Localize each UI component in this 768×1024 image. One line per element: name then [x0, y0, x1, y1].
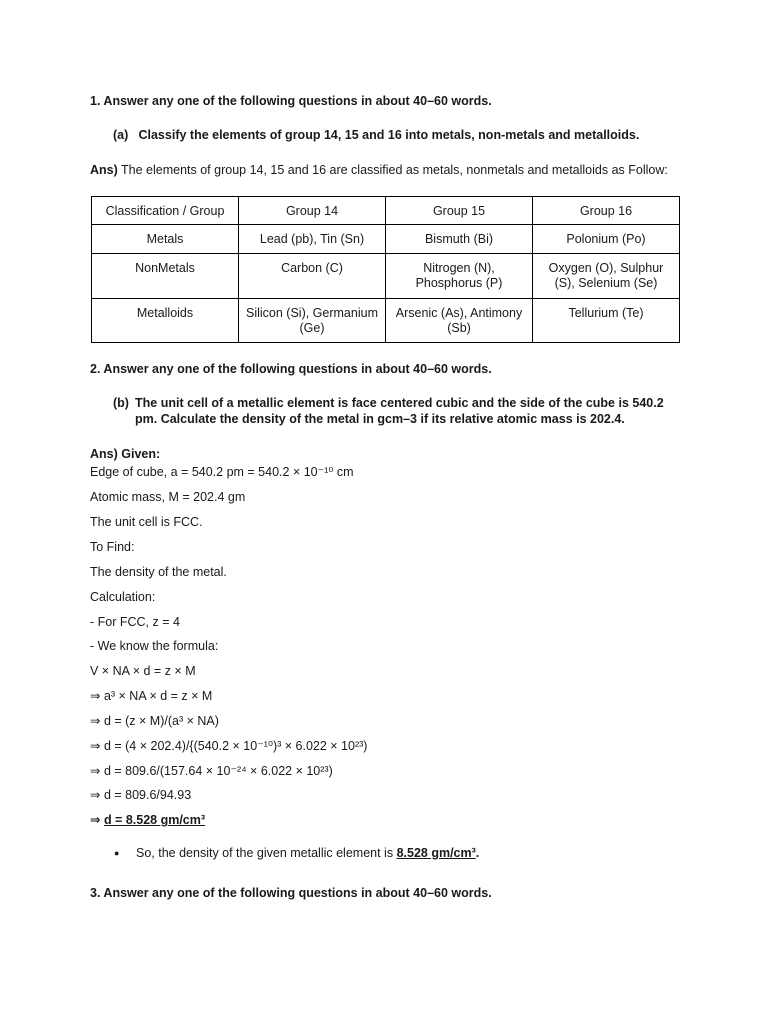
answer-1-text: The elements of group 14, 15 and 16 are classified as metals, nonmetals and metalloids as Follow: — [117, 163, 668, 177]
table-cell: Carbon (C) — [239, 254, 386, 299]
question-2-heading: 2. Answer any one of the following questions in about 40–60 words. — [90, 362, 492, 376]
calc-line: - For FCC, z = 4 — [90, 615, 180, 629]
conclusion-value: 8.528 gm/cm³ — [396, 846, 476, 860]
calc-line: ⇒ d = (4 × 202.4)/{(540.2 × 10⁻¹⁰)³ × 6.022 × 10²³) — [90, 739, 368, 753]
table-header-row — [92, 197, 680, 225]
answer-label: Ans) — [90, 163, 118, 177]
calc-line: Atomic mass, M = 202.4 gm — [90, 490, 246, 504]
final-answer-line — [90, 812, 205, 828]
table-cell: Arsenic (As), Antimony (Sb) — [386, 299, 533, 343]
calc-line: ⇒ a³ × NA × d = z × M — [90, 689, 213, 703]
question-1a-text: Classify the elements of group 14, 15 and 16 into metals, non-metals and metalloids. — [138, 128, 640, 142]
table-cell: Bismuth (Bi) — [386, 225, 533, 254]
table-header-cell: Classification / Group — [92, 197, 239, 225]
question-2b-letter: (b) — [113, 396, 129, 410]
table-cell: Oxygen (O), Sulphur (S), Selenium (Se) — [533, 254, 680, 299]
final-answer: d = 8.528 gm/cm³ — [103, 813, 206, 827]
question-1a-letter: (a) — [113, 128, 129, 142]
calc-line: ⇒ d = 809.6/94.93 — [90, 788, 192, 802]
calc-line: To Find: — [90, 540, 135, 554]
conclusion-text: So, the density of the given metallic element is — [136, 846, 397, 860]
table-header-cell: Group 15 — [386, 197, 533, 225]
calc-line: V × NA × d = z × M — [90, 664, 196, 678]
table-cell: Polonium (Po) — [533, 225, 680, 254]
question-1a — [113, 127, 639, 143]
calc-line: The unit cell is FCC. — [90, 515, 203, 529]
question-3-heading: 3. Answer any one of the following questions in about 40–60 words. — [90, 886, 492, 900]
implies-arrow: ⇒ — [90, 813, 104, 827]
answer-given-label: Ans) Given: — [90, 447, 161, 461]
calc-line: - We know the formula: — [90, 639, 219, 653]
table-cell: Tellurium (Te) — [533, 299, 680, 343]
table-cell: NonMetals — [92, 254, 239, 299]
question-2b — [113, 395, 680, 428]
table-row — [92, 299, 680, 343]
conclusion-period: . — [475, 846, 480, 860]
table-cell: Metalloids — [92, 299, 239, 343]
question-2b-text: The unit cell of a metallic element is face centered cubic and the side of the cube is 540.2 pm. Calculate the density of the metal in gcm–3 if its relative atomic mass is 202.4. — [135, 396, 664, 427]
table-cell: Nitrogen (N), Phosphorus (P) — [386, 254, 533, 299]
table-row — [92, 225, 680, 254]
table-cell: Metals — [92, 225, 239, 254]
table-row — [92, 254, 680, 299]
answer-1-intro — [90, 162, 668, 178]
table-cell: Silicon (Si), Germanium (Ge) — [239, 299, 386, 343]
calc-line: Calculation: — [90, 590, 156, 604]
question-1-heading: 1. Answer any one of the following questions in about 40–60 words. — [90, 94, 492, 108]
calc-line: Edge of cube, a = 540.2 pm = 540.2 × 10⁻¹⁰ cm — [90, 465, 354, 479]
calc-line: ⇒ d = 809.6/(157.64 × 10⁻²⁴ × 6.022 × 10²³) — [90, 764, 333, 778]
table-cell: Lead (pb), Tin (Sn) — [239, 225, 386, 254]
calc-line: ⇒ d = (z × M)/(a³ × NA) — [90, 714, 219, 728]
conclusion-line — [136, 845, 479, 861]
calc-line: The density of the metal. — [90, 565, 227, 579]
table-header-cell: Group 16 — [533, 197, 680, 225]
bullet-icon: ● — [114, 848, 120, 858]
table-header-cell: Group 14 — [239, 197, 386, 225]
classification-table — [91, 196, 680, 343]
